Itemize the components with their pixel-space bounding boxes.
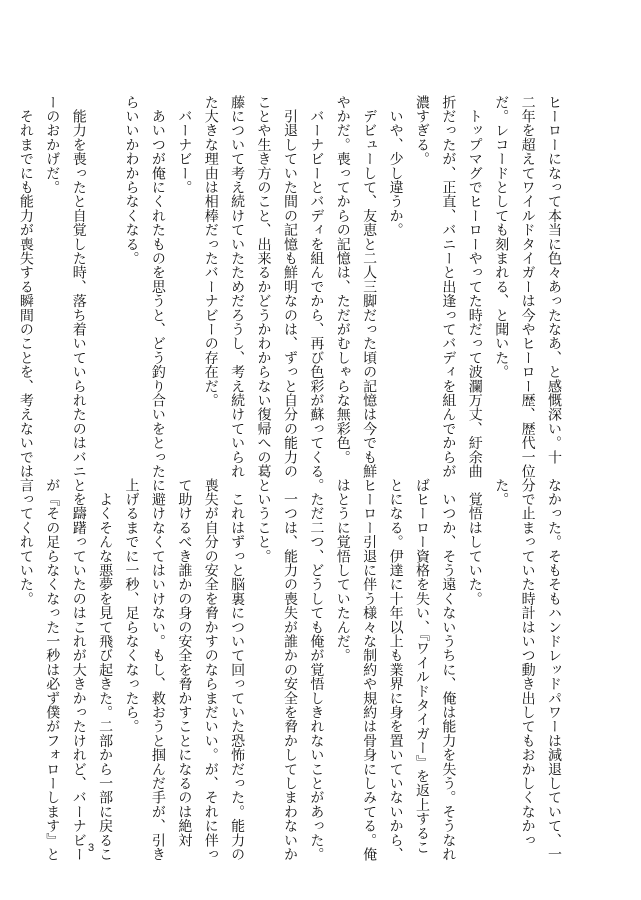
text-line: 能力を喪ったと自覚した時、落ち着いていられたのはバニ — [70, 95, 87, 479]
text-line: とになる。伊達に十年以上も業界に身を置いていないから、 — [387, 478, 404, 862]
text-line: よくそんな悪夢を見て飛び起きた。二部から一部に戻るこ — [97, 478, 114, 862]
text-line: 二年を超えてワイルドタイガーは今やヒーロー歴、歴代一位 — [519, 95, 536, 479]
text-line: バーナビーとバディを組んでから、再び色彩が蘇ってくる。 — [308, 95, 325, 493]
text-line: が『その足らなくなった一秒は必ず僕がフォローします』と — [44, 478, 61, 862]
text-line — [92, 95, 118, 470]
text-line: た大きな理由は相棒だったバーナビーの存在だ。 — [202, 95, 219, 408]
text-line: ということ。 — [255, 478, 272, 564]
text-line: 上げるまでに一秒、足らなくなったら。 — [123, 478, 140, 734]
text-line: 一つは、能力の喪失が誰かの安全を脅かしてしまわないか — [281, 478, 298, 862]
page-number: 3 — [88, 842, 95, 854]
text-line: あいつが俺にくれたものを思うと、どう釣り合いをとった — [149, 95, 166, 479]
text-line: バーナビー。 — [176, 95, 193, 195]
text-line: ことや生き方のこと、出来るかどうかわからない復帰への葛 — [255, 95, 272, 479]
text-line: ヒーロー引退に伴う様々な制約や規約は骨身にしみてる。俺 — [361, 478, 378, 862]
text-line: ヒーローになって本当に色々あったなあ、と感慨深い。十 — [546, 95, 562, 465]
text-line: とを躊躇っていたのはこれが大きかったけれど、バーナビー — [70, 478, 87, 862]
text-block-top — [12, 95, 567, 493]
text-block-bottom — [12, 478, 567, 862]
text-line: デビューして、友恵と二人三脚だった頃の記憶は今でも鮮 — [361, 95, 378, 479]
text-line: ただ二つ、どうしても俺が覚悟しきれないことがあった。 — [308, 478, 325, 862]
text-line: らいいかわからなくなる。 — [123, 95, 140, 266]
text-line: いつか、そう遠くないうちに、俺は能力を失う。そうなれ — [440, 478, 457, 862]
text-line: 分で止まっていた時計はいつ動き出してもおかしくなかっ — [519, 478, 536, 848]
text-line: 藤について考え続けていたためだろうし、考え続けていられ — [229, 95, 246, 479]
text-line: 引退していた間の記憶も鮮明なのは、ずっと自分の能力の — [281, 95, 298, 479]
text-line: に避けなくてはいけない。もし、救おうと掴んだ手が、引き — [149, 478, 166, 862]
text-line: 濃すぎる。 — [413, 95, 430, 166]
text-line: ばヒーロー資格を失い、『ワイルドタイガー』を返上するこ — [413, 478, 430, 855]
text-line: ーのおかげだ。 — [44, 95, 61, 195]
text-line: 喪失が自分の安全を脅かすのならまだいい。が、それに伴っ — [202, 478, 219, 862]
text-line: 言ってくれていた。 — [17, 478, 34, 606]
text-line: て助けるべき誰かの身の安全を脅かすことになるのは絶対 — [176, 478, 193, 848]
text-line: た。 — [493, 478, 510, 507]
text-line: はとうに覚悟していたんだ。 — [334, 478, 351, 663]
text-line: これはずっと脳裏について回っていた恐怖だった。能力の — [229, 478, 246, 862]
text-line: 折だったが、正直、バニーと出逢ってバディを組んでからが — [440, 95, 457, 479]
text-line: だ。レコードとしても刻まれる、と聞いた。 — [493, 95, 510, 379]
text-line: いや、少し違うか。 — [387, 95, 404, 237]
text-line: やかだ。喪ってからの記憶は、ただがむしゃらな無彩色。 — [334, 95, 351, 465]
text-line: それまでにも能力が喪失する瞬間のことを、考えないでは — [17, 95, 34, 479]
text-line: トップマグでヒーローやってた時だって波瀾万丈、紆余曲 — [466, 95, 483, 479]
text-line: 覚悟はしていた。 — [466, 478, 483, 606]
text-line: なかった。そもそもハンドレッドパワーは減退していて、一 — [546, 478, 562, 862]
